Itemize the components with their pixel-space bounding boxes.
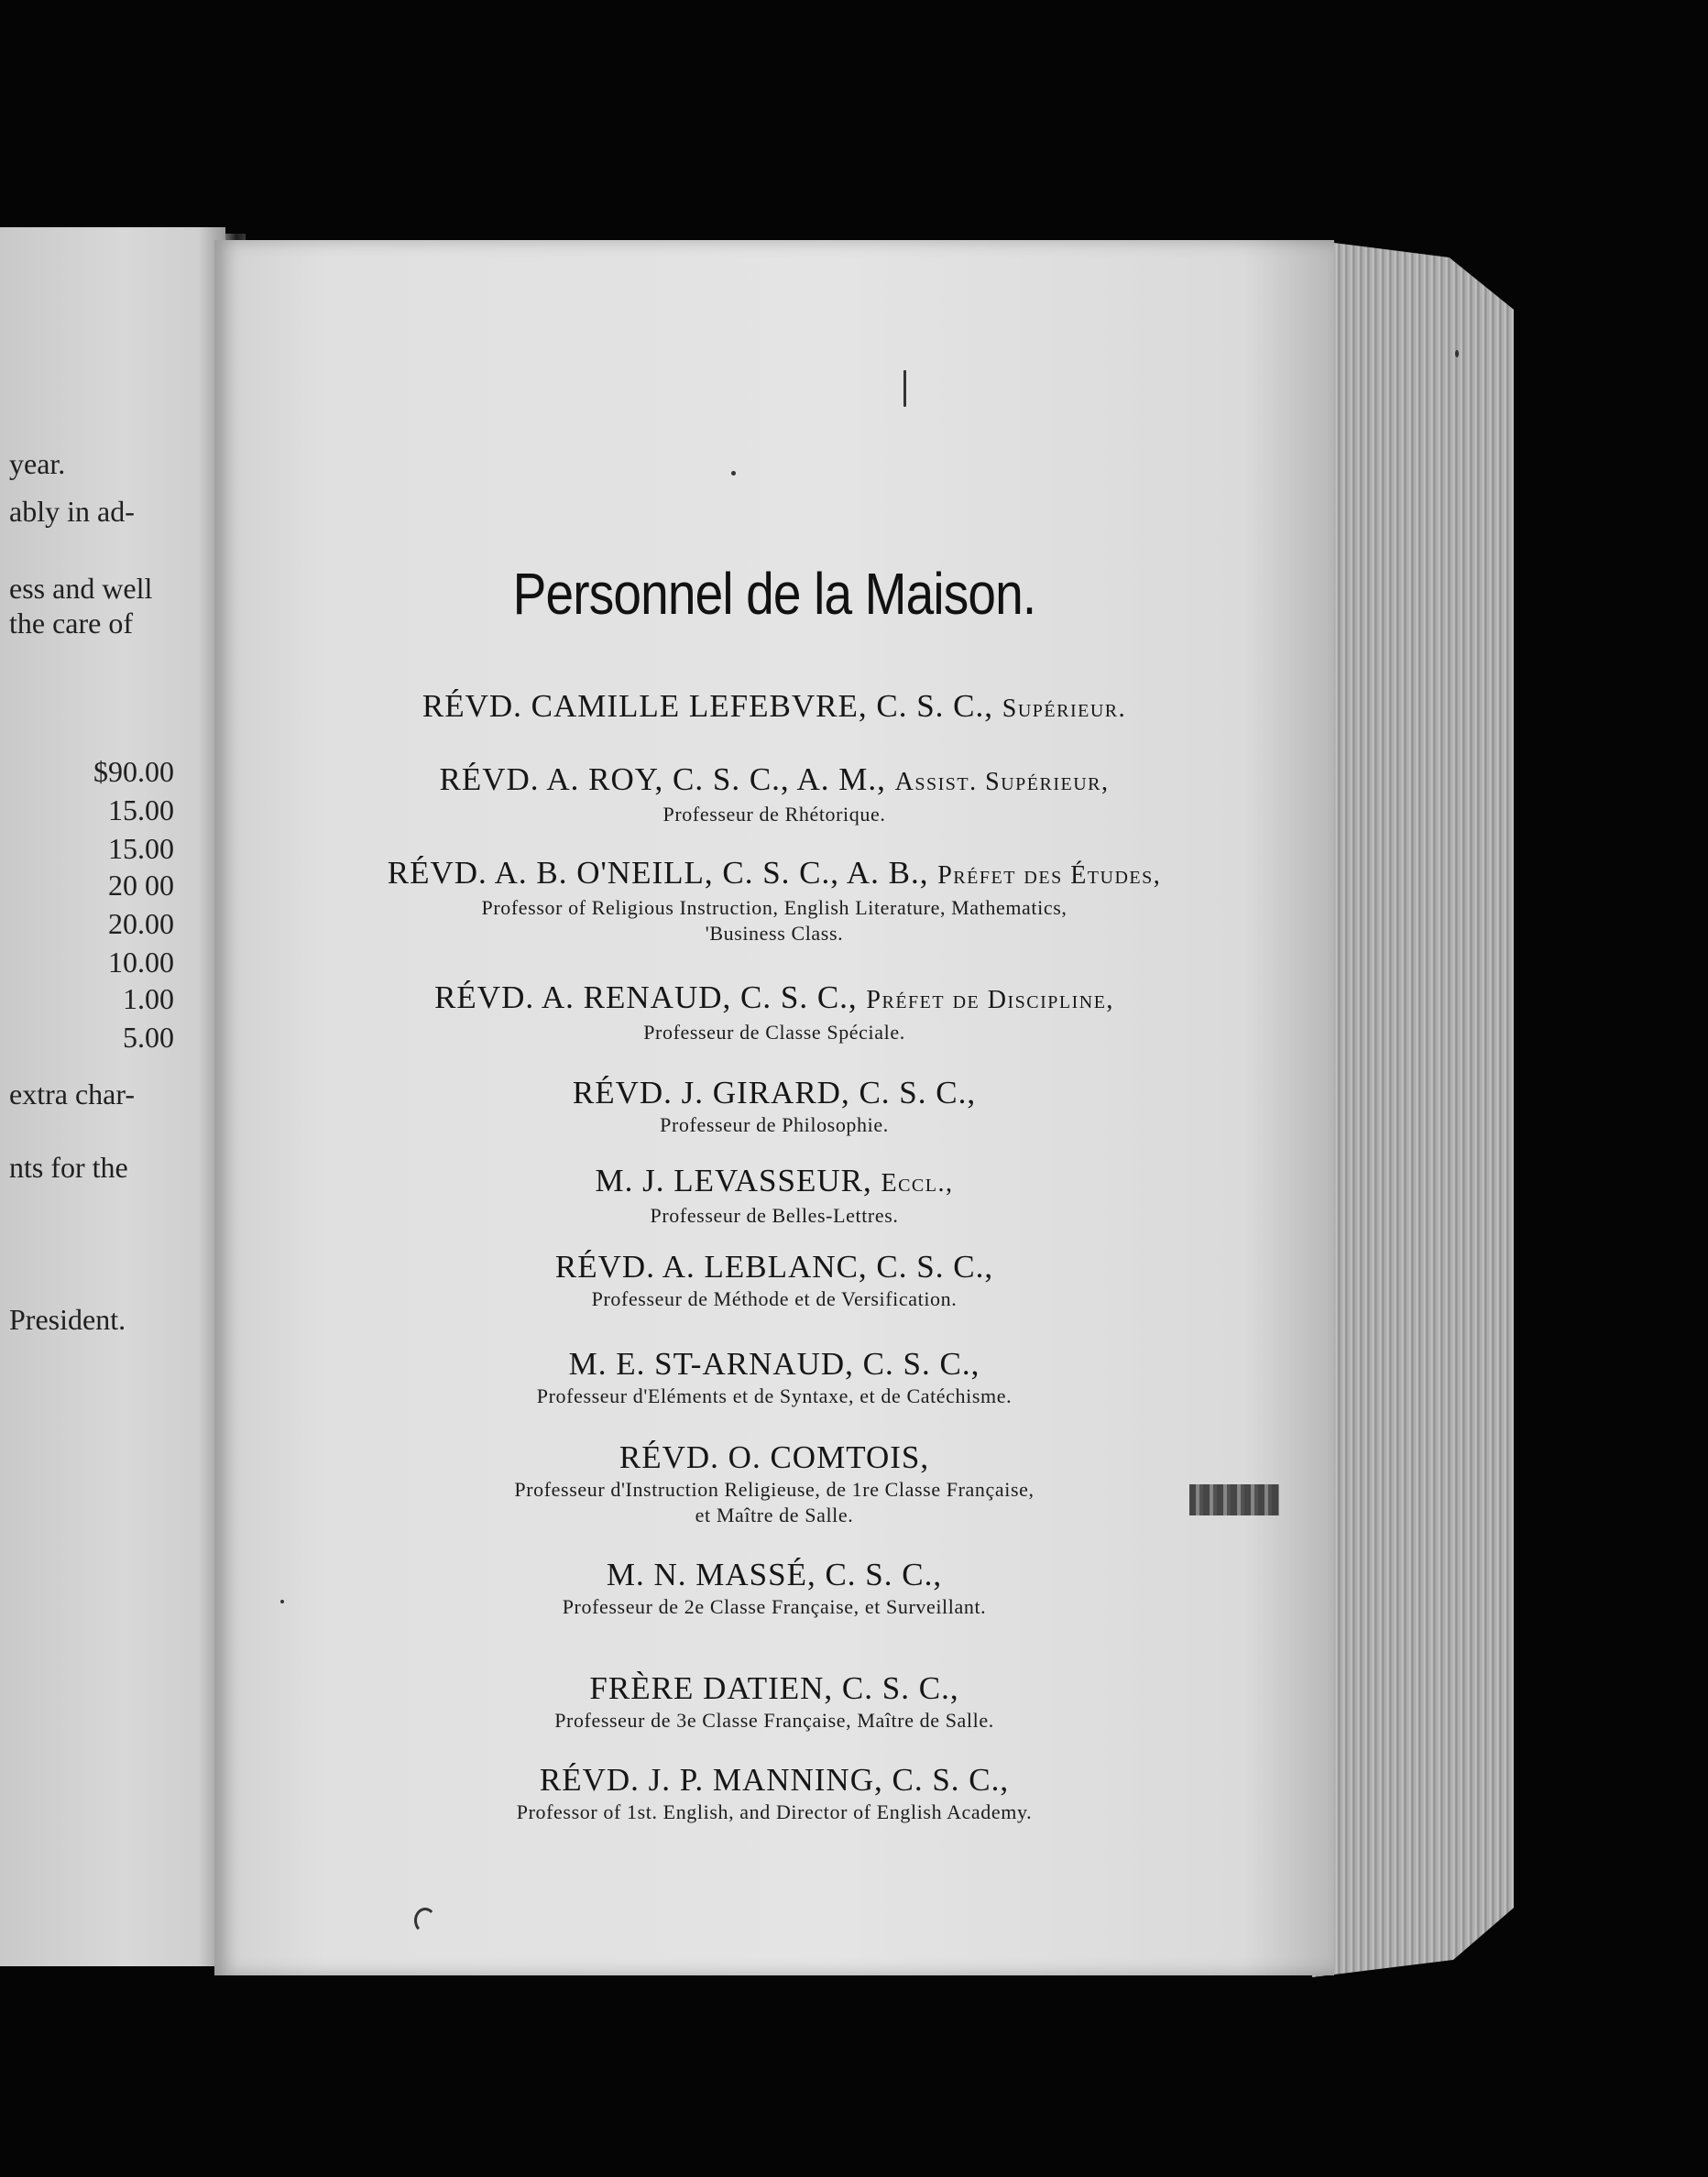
staff-name-text: FRÈRE DATIEN, C. S. C., <box>589 1670 959 1706</box>
staff-entry <box>214 1345 1334 1409</box>
staff-entry <box>214 1439 1334 1528</box>
staff-name <box>214 1761 1334 1800</box>
previous-page-line: 5.00 <box>123 1021 174 1054</box>
previous-page <box>0 227 225 1966</box>
previous-page-line: 15.00 <box>108 793 174 826</box>
staff-name-text: M. N. MASSÉ, C. S. C., <box>606 1557 943 1592</box>
ink-speck <box>414 1908 436 1933</box>
staff-name-text: M. J. LEVASSEUR, <box>595 1163 872 1198</box>
page-block-edge <box>1312 240 1514 1977</box>
previous-page-line: the care of <box>9 607 134 640</box>
previous-page-line: President. <box>9 1303 126 1336</box>
previous-page-line: 1.00 <box>123 982 174 1015</box>
staff-name-text: RÉVD. J. P. MANNING, C. S. C., <box>539 1762 1010 1798</box>
staff-name <box>214 760 1334 802</box>
staff-name <box>214 1345 1334 1384</box>
staff-name-text: RÉVD. A. B. O'NEILL, C. S. C., A. B., <box>387 855 929 891</box>
staff-entry <box>214 1248 1334 1312</box>
staff-office: Préfet de Discipline, <box>866 986 1114 1014</box>
staff-name-text: RÉVD. O. COMTOIS, <box>619 1439 930 1475</box>
previous-page-line: 15.00 <box>108 832 174 865</box>
ink-smudge <box>1189 1484 1279 1515</box>
previous-page-line: extra char- <box>9 1078 136 1110</box>
staff-entry <box>214 1556 1334 1620</box>
staff-role: Professeur d'Eléments et de Syntaxe, et de Catéchisme. <box>536 1384 1013 1407</box>
staff-role: 'Business Class. <box>705 922 844 945</box>
staff-entry <box>214 854 1334 946</box>
staff-name-text: RÉVD. A. LEBLANC, C. S. C., <box>554 1249 994 1285</box>
staff-name <box>214 854 1334 895</box>
ink-speck <box>280 1600 284 1603</box>
staff-role: Professeur de 2e Classe Française, et Surveillant. <box>562 1595 987 1618</box>
previous-page-line: year. <box>9 447 66 480</box>
staff-entry <box>214 760 1334 827</box>
staff-entry <box>214 687 1334 728</box>
previous-page-line: ess and well <box>9 572 153 605</box>
staff-role: Professeur de Philosophie. <box>660 1113 889 1136</box>
staff-name <box>214 1248 1334 1286</box>
previous-page-line: 20.00 <box>108 907 174 940</box>
staff-role: Professeur de Classe Spéciale. <box>643 1021 905 1044</box>
staff-name-text: RÉVD. J. GIRARD, C. S. C., <box>572 1075 977 1110</box>
staff-name <box>214 1162 1334 1203</box>
previous-page-line: ably in ad- <box>9 495 135 528</box>
staff-name-text: RÉVD. A. RENAUD, C. S. C., <box>434 979 858 1015</box>
staff-name <box>214 1074 1334 1112</box>
staff-name <box>214 1439 1334 1477</box>
staff-role: Professeur de Méthode et de Versification. <box>591 1287 958 1310</box>
staff-role: Professeur d'Instruction Religieuse, de 1re Classe Française, <box>514 1478 1035 1501</box>
staff-office: Supérieur. <box>1002 695 1127 723</box>
staff-name <box>214 979 1334 1020</box>
previous-page-line: 20 00 <box>108 869 174 902</box>
page-title: Personnel de la Maison. <box>512 561 1036 627</box>
staff-role: et Maître de Salle. <box>695 1504 854 1526</box>
staff-office: Eccl., <box>881 1169 954 1198</box>
staff-entry <box>214 1669 1334 1734</box>
staff-name-text: RÉVD. A. ROY, C. S. C., A. M., <box>439 761 886 797</box>
staff-entry <box>214 1074 1334 1138</box>
ink-speck <box>1455 350 1459 357</box>
staff-role: Professeur de Belles-Lettres. <box>650 1204 899 1227</box>
staff-name-text: M. E. ST-ARNAUD, C. S. C., <box>568 1346 980 1382</box>
staff-role: Professor of 1st. English, and Director of English Academy. <box>516 1800 1033 1823</box>
staff-role: Professeur de 3e Classe Française, Maître de Salle. <box>554 1709 994 1732</box>
current-page <box>214 240 1334 1975</box>
staff-name <box>214 687 1334 728</box>
staff-name-text: RÉVD. CAMILLE LEFEBVRE, C. S. C., <box>422 688 994 724</box>
staff-entry <box>214 1162 1334 1229</box>
staff-name <box>214 1556 1334 1594</box>
staff-name <box>214 1669 1334 1708</box>
staff-office: Préfet des Études, <box>937 861 1162 890</box>
staff-role: Professeur de Rhétorique. <box>662 803 886 826</box>
staff-role: Professor of Religious Instruction, English Literature, Mathematics, <box>481 896 1068 919</box>
staff-entry <box>214 1761 1334 1825</box>
ink-speck <box>731 471 736 476</box>
previous-page-line: 10.00 <box>108 946 174 979</box>
staff-office: Assist. Supérieur, <box>894 768 1110 796</box>
ink-speck <box>903 370 906 407</box>
previous-page-line: $90.00 <box>93 755 174 788</box>
previous-page-line: nts for the <box>9 1151 128 1184</box>
staff-entry <box>214 979 1334 1045</box>
